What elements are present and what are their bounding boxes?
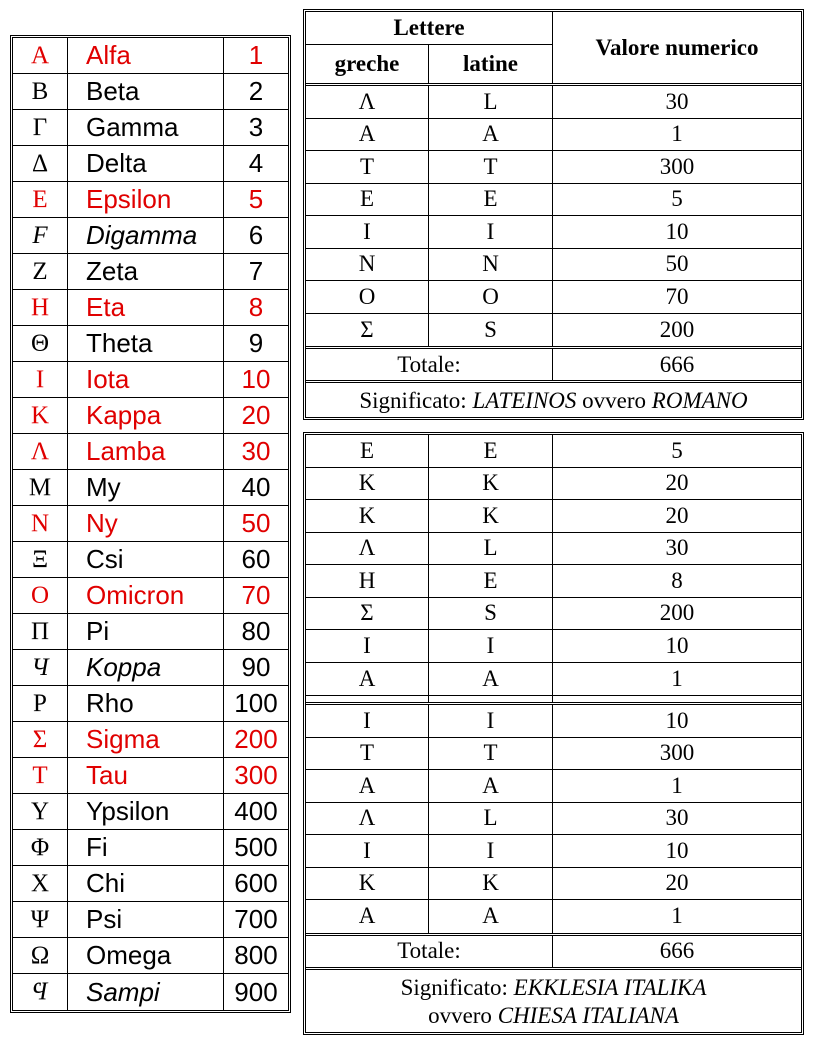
letter-value: 6 — [248, 220, 264, 250]
meaning-word1: EKKLESIA ITALIKA — [513, 974, 707, 1000]
letter-name: Gamma — [68, 110, 224, 145]
greek-letter: Θ — [13, 326, 68, 361]
alphabet-row — [13, 974, 288, 1010]
greek-letter: Α — [306, 119, 429, 151]
greek-letter: Σ — [306, 598, 429, 630]
latin-letter: I — [429, 835, 553, 867]
total-row — [306, 349, 801, 383]
letter-value: 30 — [241, 436, 271, 466]
letter-name: Beta — [68, 74, 224, 109]
alphabet-row — [13, 218, 288, 254]
letter-name: Zeta — [68, 254, 224, 289]
latin-letter: O — [429, 281, 553, 313]
letter-value: 9 — [248, 328, 264, 358]
letter-name: Psi — [68, 902, 224, 937]
letter-name: Ypsilon — [68, 794, 224, 829]
table-row — [306, 705, 801, 738]
greek-letter: Ν — [13, 506, 68, 541]
italika-rows — [306, 705, 801, 936]
meaning-word2: CHIESA ITALIANA — [497, 1002, 679, 1028]
alphabet-row — [13, 434, 288, 470]
letter-value: 3 — [248, 112, 264, 142]
greek-letter: Γ — [13, 110, 68, 145]
numeric-value: 10 — [665, 218, 689, 244]
greek-letter: Λ — [13, 434, 68, 469]
letter-name: Koppa — [68, 650, 224, 685]
greek-letter: Ι — [13, 362, 68, 397]
greek-letter: Ο — [306, 281, 429, 313]
letter-name: Digamma — [68, 218, 224, 253]
letter-name: Epsilon — [68, 182, 224, 217]
letter-name: Omega — [68, 938, 224, 973]
greek-letter: Α — [13, 38, 68, 73]
header-greek: greche — [306, 45, 429, 83]
greek-letter: Ι — [306, 835, 429, 867]
header-value: Valore numerico — [595, 34, 759, 60]
greek-letter: Τ — [306, 151, 429, 183]
letter-name: Eta — [68, 290, 224, 325]
latin-letter: A — [429, 663, 553, 696]
latin-letter: I — [429, 630, 553, 662]
numeric-value: 5 — [671, 437, 683, 463]
alphabet-row — [13, 182, 288, 218]
alphabet-row — [13, 398, 288, 434]
latin-letter: K — [429, 468, 553, 500]
meaning-or: ovvero — [582, 388, 647, 413]
table-row — [306, 803, 801, 836]
letter-name: Rho — [68, 686, 224, 721]
latin-letter: E — [429, 565, 553, 597]
numeric-value: 30 — [665, 88, 689, 114]
alphabet-row — [13, 110, 288, 146]
latin-letter: N — [429, 249, 553, 281]
greek-letter: F — [13, 218, 68, 253]
latin-letter: T — [429, 151, 553, 183]
total-row — [306, 936, 801, 970]
alphabet-row — [13, 758, 288, 794]
table-row — [306, 900, 801, 933]
greek-letter: Τ — [13, 758, 68, 793]
meaning-word1: LATEINOS — [472, 388, 577, 413]
greek-letter: Η — [13, 290, 68, 325]
alphabet-row — [13, 74, 288, 110]
numeric-value: 20 — [665, 502, 689, 528]
greek-letter: Α — [306, 663, 429, 696]
table-row — [306, 314, 801, 347]
lateinos-table — [303, 9, 804, 420]
numeric-value: 70 — [665, 283, 689, 309]
greek-letter: Κ — [13, 398, 68, 433]
alphabet-row — [13, 254, 288, 290]
alphabet-row — [13, 362, 288, 398]
greek-letter: Ν — [306, 249, 429, 281]
meaning-text — [306, 383, 801, 417]
letter-value: 80 — [241, 616, 271, 646]
letter-value: 8 — [248, 292, 264, 322]
greek-letter: Ч — [13, 650, 68, 685]
greek-letter: Α — [306, 770, 429, 802]
header-letters: Lettere — [306, 12, 552, 45]
alphabet-row — [13, 470, 288, 506]
meaning-or: ovvero — [428, 1002, 492, 1028]
letter-value: 900 — [234, 976, 278, 1007]
letter-name: Sigma — [68, 722, 224, 757]
table-row — [306, 500, 801, 533]
letter-value: 20 — [241, 400, 271, 430]
numeric-value: 20 — [665, 470, 689, 496]
letter-value: 50 — [241, 508, 271, 538]
total-label: Totale: — [306, 936, 553, 967]
alphabet-row — [13, 686, 288, 722]
table-row — [306, 151, 801, 184]
table-row — [306, 435, 801, 468]
total-value: 666 — [659, 351, 695, 377]
table-header — [306, 12, 801, 86]
greek-letter: Μ — [13, 470, 68, 505]
numeric-value: 1 — [671, 903, 683, 929]
latin-letter: S — [429, 314, 553, 347]
table-row — [306, 630, 801, 663]
total-label: Totale: — [306, 349, 553, 380]
alphabet-row — [13, 830, 288, 866]
alphabet-row — [13, 650, 288, 686]
table-row — [306, 770, 801, 803]
numeric-value: 8 — [671, 567, 683, 593]
greek-letter: Ι — [306, 630, 429, 662]
table-row — [306, 663, 801, 696]
greek-letter: Λ — [306, 803, 429, 835]
greek-letter: Λ — [306, 86, 429, 118]
letter-value: 2 — [248, 76, 264, 106]
numeric-value: 30 — [665, 535, 689, 561]
alphabet-row — [13, 794, 288, 830]
letter-value: 7 — [248, 256, 264, 286]
alphabet-row — [13, 614, 288, 650]
numeric-value: 50 — [665, 251, 689, 277]
header-latin: latine — [463, 51, 518, 76]
numeric-value: 1 — [671, 121, 683, 147]
numeric-value: 10 — [665, 837, 689, 863]
alphabet-row — [13, 146, 288, 182]
greek-letter: Κ — [306, 500, 429, 532]
greek-letter: Τ — [306, 738, 429, 770]
greek-letter: Π — [13, 614, 68, 649]
greek-letter: Λ — [306, 533, 429, 565]
table-row — [306, 281, 801, 314]
alphabet-row — [13, 902, 288, 938]
greek-letter: Ε — [306, 184, 429, 216]
letter-name: Tau — [68, 758, 224, 793]
table-row — [306, 738, 801, 771]
total-value: 666 — [659, 938, 695, 963]
greek-alphabet-table — [10, 35, 291, 1013]
meaning-word2: ROMANO — [651, 388, 748, 413]
letter-name: Delta — [68, 146, 224, 181]
letter-value: 70 — [241, 580, 271, 610]
letter-name: Sampi — [68, 974, 224, 1010]
numeric-value: 5 — [671, 186, 683, 212]
row-separator — [306, 696, 801, 705]
numeric-value: 10 — [665, 707, 689, 733]
meaning-prefix: Significato: — [359, 388, 467, 413]
alphabet-row — [13, 38, 288, 74]
greek-letter: Κ — [306, 468, 429, 500]
greek-letter: Ο — [13, 578, 68, 613]
letter-value: 90 — [241, 652, 271, 682]
letter-value: 1 — [248, 40, 264, 70]
letter-value: 4 — [248, 148, 264, 178]
table-row — [306, 868, 801, 901]
greek-letter: Ψ — [13, 902, 68, 937]
alphabet-row — [13, 290, 288, 326]
greek-letter: Δ — [13, 146, 68, 181]
table-row — [306, 184, 801, 217]
letter-value: 40 — [241, 472, 271, 502]
numeric-value: 300 — [659, 153, 695, 179]
latin-letter: L — [429, 803, 553, 835]
greek-letter: Φ — [13, 830, 68, 865]
latin-letter: L — [429, 86, 553, 118]
numeric-value: 1 — [671, 665, 683, 691]
latin-letter: E — [429, 184, 553, 216]
alphabet-row — [13, 326, 288, 362]
meaning-prefix: Significato: — [400, 974, 508, 1000]
numeric-value: 1 — [671, 772, 683, 798]
greek-letter: Υ — [13, 794, 68, 829]
letter-name: Omicron — [68, 578, 224, 613]
letter-name: Kappa — [68, 398, 224, 433]
greek-letter: Η — [306, 565, 429, 597]
alphabet-row — [13, 866, 288, 902]
latin-letter: L — [429, 533, 553, 565]
letter-name: Alfa — [68, 38, 224, 73]
letter-value: 500 — [234, 832, 278, 862]
greek-letter: Α — [306, 900, 429, 933]
letter-value: 60 — [241, 544, 271, 574]
letter-value: 700 — [234, 904, 278, 934]
letter-value: 300 — [234, 760, 278, 790]
letter-value: 600 — [234, 868, 278, 898]
greek-letter: Ρ — [13, 686, 68, 721]
letter-name: Fi — [68, 830, 224, 865]
numeric-value: 10 — [665, 632, 689, 658]
letter-name: My — [68, 470, 224, 505]
greek-letter: Ω — [13, 938, 68, 973]
table-row — [306, 835, 801, 868]
latin-letter: T — [429, 738, 553, 770]
numeric-value: 300 — [659, 740, 695, 766]
table-row — [306, 119, 801, 152]
meaning-text — [306, 970, 801, 1032]
greek-letter: Ξ — [13, 542, 68, 577]
letter-value: 400 — [234, 796, 278, 826]
letter-name: Ny — [68, 506, 224, 541]
greek-letter: Κ — [306, 868, 429, 900]
lateinos-rows — [306, 86, 801, 349]
table-row — [306, 249, 801, 282]
letter-name: Pi — [68, 614, 224, 649]
latin-letter: E — [429, 435, 553, 467]
letter-name: Chi — [68, 866, 224, 901]
greek-letter: Ζ — [13, 254, 68, 289]
alphabet-row — [13, 578, 288, 614]
ekklesia-rows — [306, 435, 801, 696]
letter-name: Iota — [68, 362, 224, 397]
table-row — [306, 468, 801, 501]
letter-name: Csi — [68, 542, 224, 577]
latin-letter: K — [429, 500, 553, 532]
greek-letter: Ϥ — [13, 974, 68, 1010]
alphabet-row — [13, 506, 288, 542]
latin-letter: S — [429, 598, 553, 630]
latin-letter: I — [429, 705, 553, 737]
numeric-value: 200 — [659, 600, 695, 626]
table-row — [306, 216, 801, 249]
table-row — [306, 565, 801, 598]
letter-name: Lamba — [68, 434, 224, 469]
letter-value: 100 — [234, 688, 278, 718]
latin-letter: A — [429, 119, 553, 151]
greek-letter: Ι — [306, 216, 429, 248]
numeric-value: 30 — [665, 805, 689, 831]
letter-value: 800 — [234, 940, 278, 970]
greek-letter: Χ — [13, 866, 68, 901]
greek-letter: Β — [13, 74, 68, 109]
latin-letter: I — [429, 216, 553, 248]
greek-letter: Σ — [306, 314, 429, 347]
ekklesia-table — [303, 432, 804, 1035]
letter-value: 200 — [234, 724, 278, 754]
letter-name: Theta — [68, 326, 224, 361]
greek-letter: Ε — [13, 182, 68, 217]
greek-letter: Σ — [13, 722, 68, 757]
table-row — [306, 598, 801, 631]
table-row — [306, 86, 801, 119]
alphabet-row — [13, 722, 288, 758]
latin-letter: A — [429, 770, 553, 802]
latin-letter: K — [429, 868, 553, 900]
letter-value: 10 — [241, 364, 271, 394]
numeric-value: 200 — [659, 316, 695, 342]
alphabet-row — [13, 542, 288, 578]
numeric-value: 20 — [665, 870, 689, 896]
greek-letter: Ε — [306, 435, 429, 467]
alphabet-row — [13, 938, 288, 974]
greek-letter: Ι — [306, 705, 429, 737]
letter-value: 5 — [248, 184, 264, 214]
table-row — [306, 533, 801, 566]
latin-letter: A — [429, 900, 553, 933]
